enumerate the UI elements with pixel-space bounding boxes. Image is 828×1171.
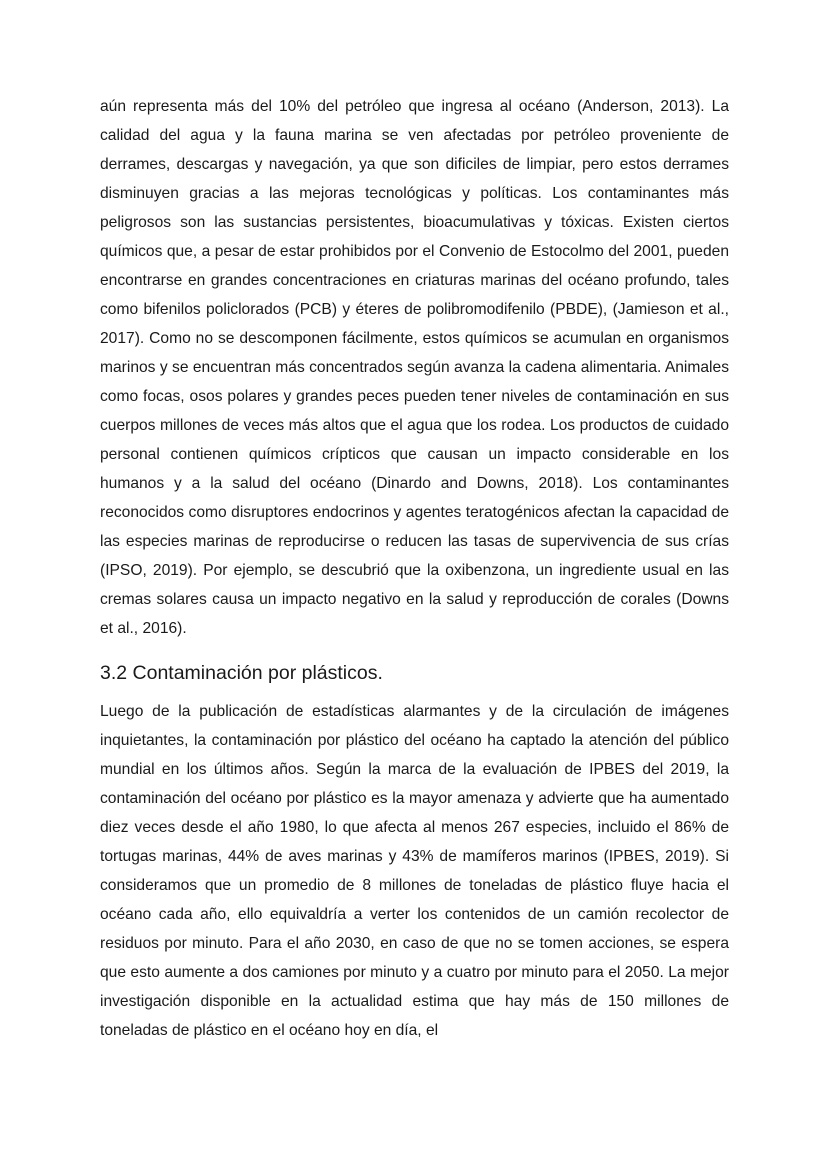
body-paragraph-plastics: Luego de la publicación de estadísticas alarmantes y de la circulación de imágenes inquietantes, la contaminación por plástico del océano ha captado la atención del público mundial en los últimos años. Según la marca de la evaluación de IPBES del 2019, la contaminación del océano por plástico es la mayor amenaza y advierte que ha aumentado diez veces desde el año 1980, lo que afecta al menos 267 especies, incluido el 86% de tortugas marinas, 44% de aves marinas y 43% de mamíferos marinos (IPBES, 2019). Si consideramos que un promedio de 8 millones de toneladas de plástico fluye hacia el océano cada año, ello equivaldría a verter los contenidos de un camión recolector de residuos por minuto. Para el año 2030, en caso de que no se tomen acciones, se espera que esto aumente a dos camiones por minuto y a cuatro por minuto para el 2050. La mejor investigación disponible en la actualidad estima que hay más de 150 millones de toneladas de plástico en el océano hoy en día, el	[100, 703, 729, 1039]
document-page	[100, 92, 729, 1045]
body-paragraph-oil-contaminants: aún representa más del 10% del petróleo que ingresa al océano (Anderson, 2013). La calidad del agua y la fauna marina se ven afectadas por petróleo proveniente de derrames, descargas y navegación, ya que son dificiles de limpiar, pero estos derrames disminuyen gracias a las mejoras tecnológicas y políticas. Los contaminantes más peligrosos son las sustancias persistentes, bioacumulativas y tóxicas. Existen ciertos químicos que, a pesar de estar prohibidos por el Convenio de Estocolmo del 2001, pueden encontrarse en grandes concentraciones en criaturas marinas del océano profundo, tales como bifenilos policlorados (PCB) y éteres de polibromodifenilo (PBDE), (Jamieson et al., 2017). Como no se descomponen fácilmente, estos químicos se acumulan en organismos marinos y se encuentran más concentrados según avanza la cadena alimentaria. Animales como focas, osos polares y grandes peces pueden tener niveles de contaminación en sus cuerpos millones de veces más altos que el agua que los rodea. Los productos de cuidado personal contienen químicos crípticos que causan un impacto considerable en los humanos y a la salud del océano (Dinardo and Downs, 2018). Los contaminantes reconocidos como disruptores endocrinos y agentes teratogénicos afectan la capacidad de las especies marinas de reproducirse o reducen las tasas de supervivencia de sus crías (IPSO, 2019). Por ejemplo, se descubrió que la oxibenzona, un ingrediente usual en las cremas solares causa un impacto negativo en la salud y reproducción de corales (Downs et al., 2016).	[100, 98, 729, 637]
section-heading: 3.2 Contaminación por plásticos.	[100, 662, 383, 684]
